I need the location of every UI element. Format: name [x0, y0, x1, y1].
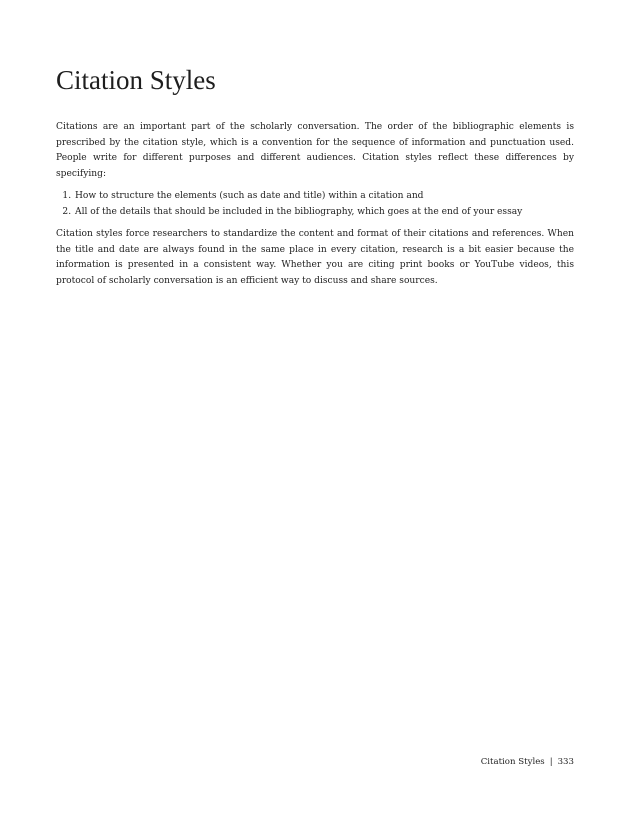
specification-list: [56, 189, 574, 220]
intro-paragraph: Citations are an important part of the scholarly conversation. The order of the bibliographic elements is prescribed by the citation style, which is a convention for the sequence of information and punctuation used. People write for different purposes and different audiences. Citation styles reflect these differences by specifying:: [56, 122, 574, 179]
page-number: 333: [557, 757, 574, 767]
standardize-paragraph: Citation styles force researchers to standardize the content and format of their citations and references. When the title and date are always found in the same place in every citation, research is a bit easier because the information is presented in a consistent way. Whether you are citing print books or YouTube videos, this protocol of scholarly conversation is an efficient way to discuss and share sources.: [56, 229, 574, 286]
page-title: Citation Styles: [56, 65, 216, 95]
footer-separator: |: [549, 757, 553, 767]
list-item: 2. All of the details that should be included in the bibliography, which goes at the end of your essay: [74, 205, 574, 221]
page-footer: [481, 756, 574, 768]
body-content: [56, 120, 574, 296]
list-item: 1. How to structure the elements (such as date and title) within a citation and: [74, 189, 574, 205]
footer-section-title: Citation Styles: [480, 757, 545, 767]
